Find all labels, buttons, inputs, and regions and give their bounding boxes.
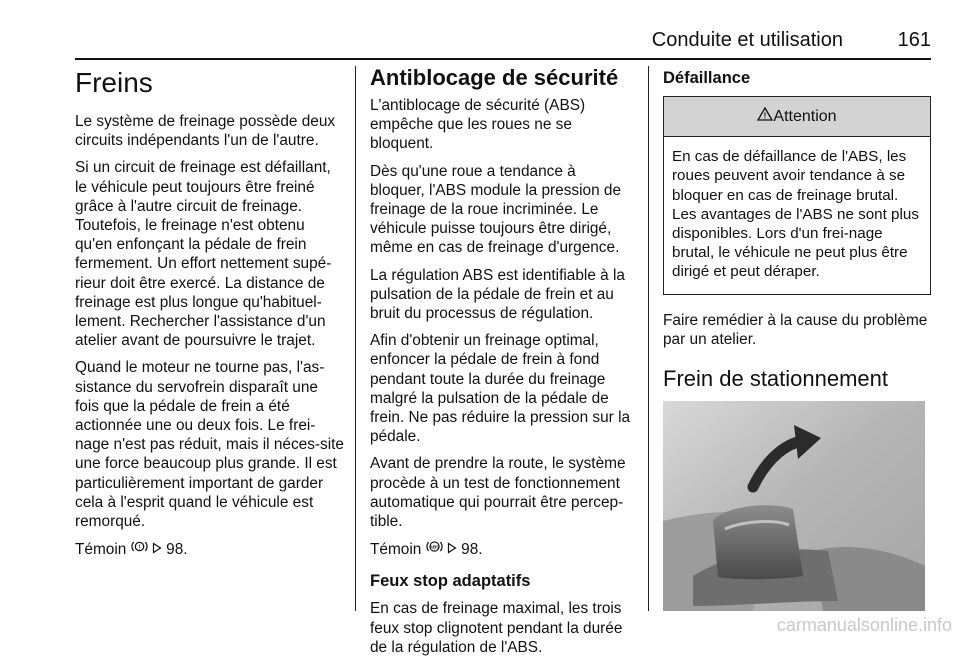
warning-title: Attention — [773, 108, 837, 125]
paragraph: L'antiblocage de sécurité (ABS) empêche que les roues ne se bloquent. — [370, 97, 586, 153]
indicator-label: Témoin — [370, 541, 422, 559]
page-reference[interactable]: 98. — [166, 541, 188, 559]
paragraph: Faire remédier à la cause du problème par un atelier. — [663, 311, 928, 348]
page-header — [75, 29, 931, 55]
page-reference-icon[interactable] — [447, 540, 457, 559]
abs-warning-icon — [426, 539, 443, 559]
warning-text: En cas de défaillance de l'ABS, les roues peuvent avoir tendance à se bloquer en cas de freinage brutal. Les avantages de l'ABS ne sont plus disponibles. Lors d'un frei-nage brutal, le véhicule ne peut plus être dirigé et peut déraper. — [672, 148, 919, 281]
column-failure — [663, 66, 931, 611]
warning-triangle-icon — [757, 107, 773, 126]
section-title-parking-brake: Frein de stationnement — [663, 366, 889, 392]
parking-brake-photo — [663, 401, 925, 611]
column-brakes — [75, 66, 345, 567]
svg-text:!: ! — [138, 542, 141, 552]
page-reference[interactable]: 98. — [461, 541, 483, 559]
subsection-title-failure: Défaillance — [663, 69, 751, 87]
warning-header — [664, 97, 930, 137]
page-reference-icon[interactable] — [152, 540, 162, 559]
paragraph: Afin d'obtenir un freinage optimal, enfoncer la pédale de frein à fond pendant toute la durée du freinage malgré la pulsation de la pédale de frein. Ne pas réduire la pression sur la pédale. — [370, 332, 631, 446]
brake-warning-icon — [131, 539, 148, 559]
paragraph: En cas de freinage maximal, les trois feux stop clignotent pendant la durée de la régulation de l'ABS. — [370, 600, 623, 656]
column-divider — [355, 66, 356, 611]
subsection-title-adaptive-brake-lights: Feux stop adaptatifs — [370, 572, 531, 591]
indicator-reference — [370, 539, 634, 559]
watermark: carmanualsonline.info — [776, 615, 952, 635]
svg-text:!: ! — [764, 111, 767, 121]
svg-text:ABS: ABS — [429, 544, 439, 550]
indicator-reference — [75, 539, 345, 559]
warning-box — [663, 96, 931, 295]
paragraph: Avant de prendre la route, le système procède à un test de fonctionnement automatique qui pourrait être percep-tible. — [370, 455, 626, 531]
section-title-brakes: Freins — [75, 67, 153, 98]
page-number: 161 — [897, 29, 931, 51]
running-header-title: Conduite et utilisation — [651, 29, 843, 51]
header-rule — [75, 58, 931, 60]
paragraph: La régulation ABS est identifiable à la pulsation de la pédale de frein et au bruit du processus de régulation. — [370, 266, 625, 323]
paragraph: Le système de freinage possède deux circuits indépendants l'un de l'autre. — [75, 113, 336, 150]
section-title-abs: Antiblocage de sécurité — [370, 65, 619, 90]
paragraph: Si un circuit de freinage est défaillant, le véhicule peut toujours être freiné grâce à l'autre circuit de freinage. Toutefois, le freinage n'est obtenu qu'en enfonçant la pédale de frein fermement. Un effort nettement supé-rieur doit être exercé. La distance de freinage est plus longue qu'habituel-lement. Rechercher l'assistance d'un atelier avant de poursuivre le trajet. — [75, 159, 332, 350]
indicator-label: Témoin — [75, 541, 127, 559]
paragraph: Quand le moteur ne tourne pas, l'as-sistance du servofrein disparaît une fois que la pédale de frein a été actionnée une ou deux fois. Le frei-nage n'est pas réduit, mais il néces-site une force beaucoup plus grande. Il est particulièrement important de garder cela à l'esprit quand le véhicule est remorqué. — [75, 359, 344, 531]
paragraph: Dès qu'une roue a tendance à bloquer, l'ABS module la pression de freinage de la roue incriminée. Le véhicule puisse toujours être dirigé, même en cas de freinage d'urgence. — [370, 162, 622, 257]
column-divider — [648, 66, 649, 611]
column-abs — [370, 66, 634, 665]
